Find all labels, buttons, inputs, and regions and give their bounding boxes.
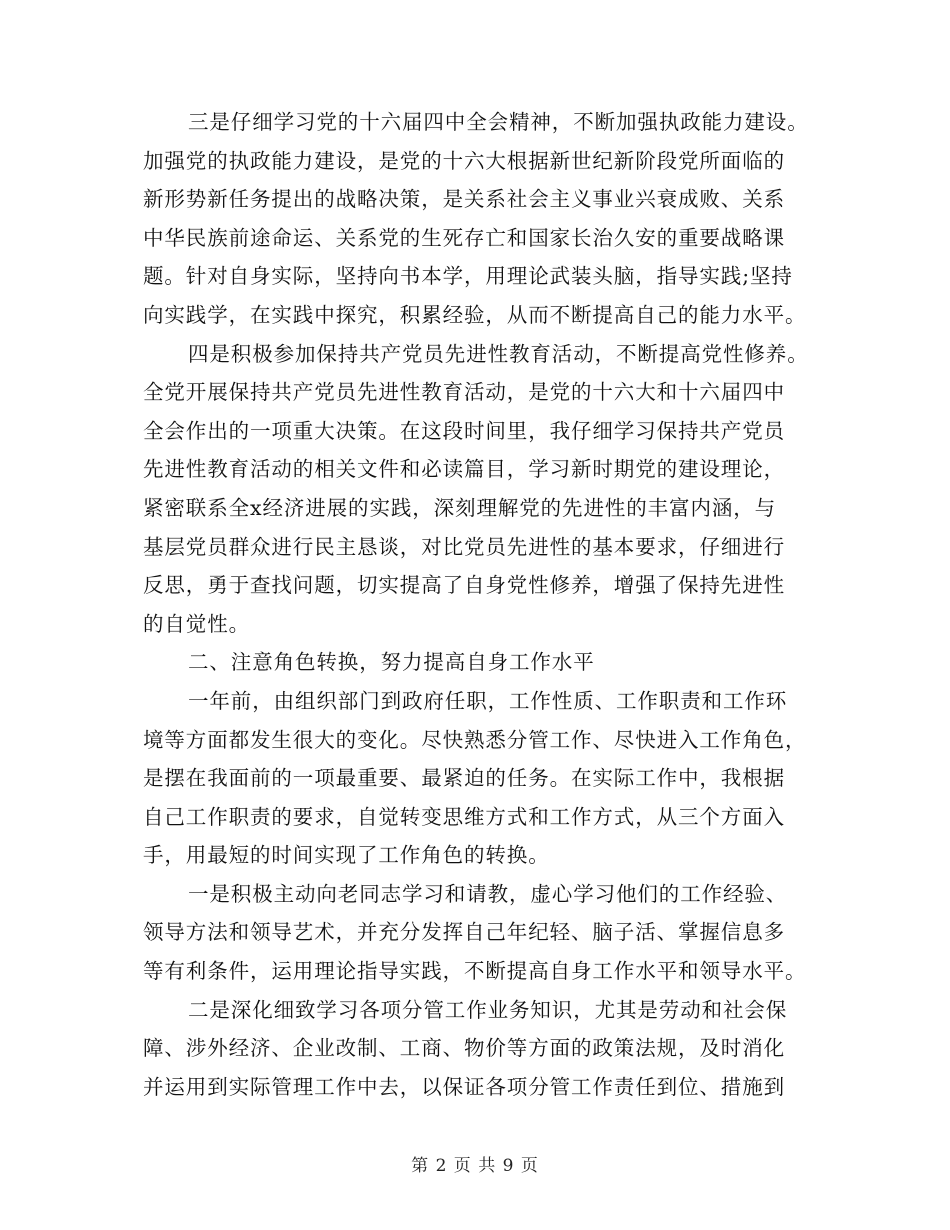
text-line: 境等方面都发生很大的变化。尽快熟悉分管工作、尽快进入工作角色，	[143, 727, 807, 752]
text-line: 二是深化细致学习各项分管工作业务知识，尤其是劳动和社会保	[188, 997, 788, 1022]
text-line: 一年前，由组织部门到政府任职，工作性质、工作职责和工作环	[188, 688, 788, 713]
text-line: 二、注意角色转换，努力提高自身工作水平	[188, 650, 595, 675]
text-line: 加强党的执政能力建设，是党的十六大根据新世纪新阶段党所面临的	[143, 148, 785, 173]
text-line: 先进性教育活动的相关文件和必读篇目，学习新时期党的建设理论，	[143, 457, 785, 482]
text-line: 自己工作职责的要求，自觉转变思维方式和工作方式，从三个方面入	[143, 804, 785, 829]
text-line: 基层党员群众进行民主恳谈，对比党员先进性的基本要求，仔细进行	[143, 534, 785, 559]
text-line: 一是积极主动向老同志学习和请教，虚心学习他们的工作经验、	[188, 881, 788, 906]
text-line: 手，用最短的时间实现了工作角色的转换。	[143, 843, 550, 868]
page-footer: 第 2 页 共 9 页	[411, 1156, 539, 1176]
body-text	[143, 103, 823, 1106]
text-line: 障、涉外经济、企业改制、工商、物价等方面的政策法规，及时消化	[143, 1036, 785, 1061]
text-line: 并运用到实际管理工作中去，以保证各项分管工作责任到位、措施到	[143, 1074, 785, 1099]
text-line: 四是积极参加保持共产党员先进性教育活动，不断提高党性修养。	[188, 341, 809, 366]
text-line: 题。针对自身实际，坚持向书本学，用理论武装头脑，指导实践;坚持	[143, 264, 793, 289]
text-line: 向实践学，在实践中探究，积累经验，从而不断提高自己的能力水平。	[143, 302, 807, 327]
text-line: 新形势新任务提出的战略决策，是关系社会主义事业兴衰成败、关系	[143, 187, 785, 212]
text-line: 是摆在我面前的一项最重要、最紧迫的任务。在实际工作中，我根据	[143, 766, 785, 791]
text-line: 等有利条件，运用理论指导实践，不断提高自身工作水平和领导水平。	[143, 959, 807, 984]
text-line: 反思，勇于查找问题，切实提高了自身党性修养，增强了保持先进性	[143, 573, 785, 598]
text-line: 的自觉性。	[143, 611, 250, 636]
text-line: 三是仔细学习党的十六届四中全会精神，不断加强执政能力建设。	[188, 110, 809, 134]
text-line: 紧密联系全x经济进展的实践，深刻理解党的先进性的丰富内涵，与	[143, 495, 777, 520]
text-line: 全会作出的一项重大决策。在这段时间里，我仔细学习保持共产党员	[143, 418, 785, 443]
text-line: 全党开展保持共产党员先进性教育活动，是党的十六大和十六届四中	[143, 380, 785, 405]
text-line: 中华民族前途命运、关系党的生死存亡和国家长治久安的重要战略课	[143, 225, 785, 250]
text-line: 领导方法和领导艺术，并充分发挥自己年纪轻、脑子活、掌握信息多	[143, 920, 785, 945]
